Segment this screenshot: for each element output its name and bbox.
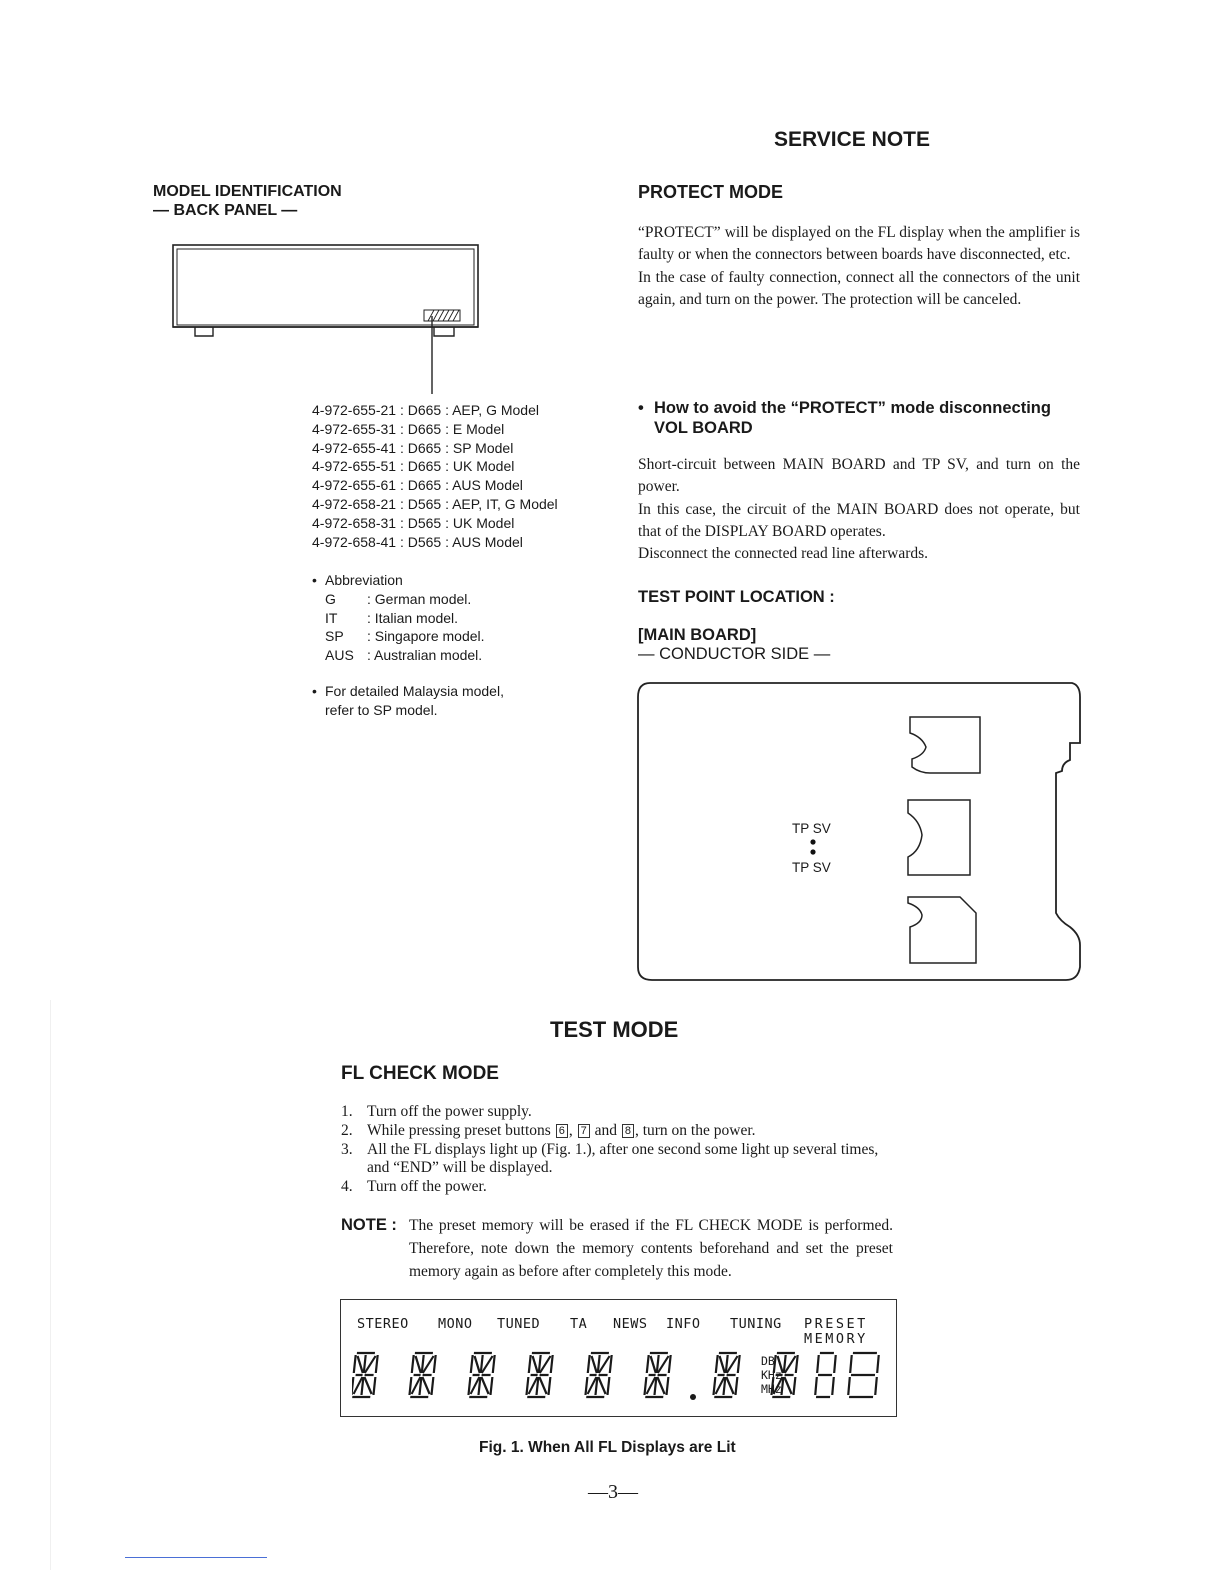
fl-digit-5 xyxy=(585,1353,612,1397)
step-list xyxy=(341,1103,901,1197)
fl-label-info: INFO xyxy=(666,1316,701,1332)
conductor-side-label: — CONDUCTOR SIDE — xyxy=(638,645,831,663)
fl-digit-2 xyxy=(409,1353,436,1397)
paragraph: Disconnect the connected read line afterwards. xyxy=(638,545,929,563)
list-item: 2. While pressing preset buttons 6 , 7 and 8 , turn on the power. xyxy=(341,1121,756,1139)
avoid-protect-body xyxy=(638,454,1080,565)
test-point-dot xyxy=(810,849,815,854)
avoid-protect-heading: • How to avoid the “PROTECT” mode disconnecting VOL BOARD xyxy=(638,399,1051,437)
fl-label-mono: MONO xyxy=(438,1316,473,1332)
back-panel-subtitle: — BACK PANEL — xyxy=(153,202,298,219)
fl-unit-khz: KHz xyxy=(761,1368,782,1382)
list-item: 4-972-658-31 : D565 : UK Model xyxy=(312,514,515,531)
fl-segment-digits xyxy=(352,1350,882,1402)
back-panel-diagram xyxy=(170,242,482,402)
list-item: 3. All the FL displays light up (Fig. 1.), after one second some light up several times, and “END” will be displayed. xyxy=(341,1140,879,1177)
scan-edge xyxy=(50,1000,51,1570)
fl-digit-1 xyxy=(352,1353,378,1397)
tp-sv-label: TP SV xyxy=(792,821,831,836)
protect-mode-title: PROTECT MODE xyxy=(638,182,784,202)
bullet-icon: • xyxy=(312,572,317,588)
fl-label-preset: PRESET xyxy=(804,1316,868,1332)
page-title: SERVICE NOTE xyxy=(774,128,930,151)
model-identification-title: MODEL IDENTIFICATION xyxy=(153,183,342,200)
preset-button-8-icon: 8 xyxy=(622,1124,634,1138)
list-item: 1. Turn off the power supply. xyxy=(341,1103,532,1120)
fl-digit-3 xyxy=(468,1353,495,1397)
abbreviation-block xyxy=(312,571,485,665)
link-underline xyxy=(125,1557,267,1558)
fl-decimal-point xyxy=(690,1394,696,1400)
main-board-heading xyxy=(638,626,830,664)
page-number: —3— xyxy=(588,1481,638,1503)
figure-caption: Fig. 1. When All FL Displays are Lit xyxy=(479,1439,736,1456)
list-item: 4-972-655-21 : D665 : AEP, G Model xyxy=(312,402,539,418)
fl-check-mode-title: FL CHECK MODE xyxy=(341,1063,499,1084)
malaysia-note: • For detailed Malaysia model, refer to SP model. xyxy=(312,683,504,718)
main-board-diagram xyxy=(630,675,1090,990)
fl-preset-digit-2 xyxy=(848,1353,879,1397)
fl-unit-mhz: MHz xyxy=(761,1382,782,1396)
model-label-plate xyxy=(424,310,460,321)
list-item: SP : Singapore model. xyxy=(325,628,485,645)
list-item: 4-972-655-41 : D665 : SP Model xyxy=(312,439,514,456)
fl-label-tuned: TUNED xyxy=(497,1316,541,1332)
fl-digit-6 xyxy=(644,1353,671,1397)
fl-label-tuning: TUNING xyxy=(730,1316,782,1332)
fl-digit-4 xyxy=(526,1353,553,1397)
list-item: 4-972-655-61 : D665 : AUS Model xyxy=(312,477,523,494)
abbreviation-title: Abbreviation xyxy=(325,572,403,588)
fl-label-memory: MEMORY xyxy=(804,1331,868,1347)
fl-label-news: NEWS xyxy=(613,1316,648,1332)
paragraph: Short-circuit between MAIN BOARD and TP SV, and turn on the power. xyxy=(638,456,1080,496)
list-item: G : German model. xyxy=(325,590,472,607)
protect-mode-body xyxy=(638,222,1080,311)
list-item: 4-972-658-21 : D565 : AEP, IT, G Model xyxy=(312,495,558,512)
fl-label-stereo: STEREO xyxy=(357,1316,409,1332)
preset-button-6-icon: 6 xyxy=(556,1124,568,1138)
fl-label-ta: TA xyxy=(570,1316,588,1332)
fl-unit-db: DB xyxy=(761,1354,775,1368)
test-point-location-title: TEST POINT LOCATION : xyxy=(638,588,835,606)
section-title: TEST MODE xyxy=(550,1017,679,1042)
fl-digit-7 xyxy=(713,1353,740,1397)
list-item: AUS : Australian model. xyxy=(325,647,483,664)
list-item: 4. Turn off the power. xyxy=(341,1178,487,1196)
list-item: 4-972-658-41 : D565 : AUS Model xyxy=(312,533,523,550)
main-board-label: [MAIN BOARD] xyxy=(638,626,757,644)
list-item: IT : Italian model. xyxy=(325,609,459,626)
tp-sv-label: TP SV xyxy=(792,860,831,875)
note-label: NOTE : xyxy=(341,1216,397,1234)
paragraph: In this case, the circuit of the MAIN BOARD does not operate, but that of the DISPLAY BOARD operates. xyxy=(638,500,1080,540)
paragraph: In the case of faulty connection, connect all the connectors of the unit again, and turn on the power. The protection will be canceled. xyxy=(638,268,1080,308)
note-text: The preset memory will be erased if the FL CHECK MODE is performed. Therefore, note down the memory contents beforehand and set the preset memory again as before after completely this mode. xyxy=(409,1217,893,1280)
preset-button-7-icon: 7 xyxy=(578,1124,590,1138)
fl-preset-digit-1 xyxy=(815,1353,836,1397)
bullet-icon: • xyxy=(638,399,644,417)
model-list xyxy=(312,401,558,551)
fl-digit-8 xyxy=(771,1353,798,1397)
bullet-icon: • xyxy=(312,683,317,699)
model-identification-heading xyxy=(153,182,342,220)
list-item: 4-972-655-51 : D665 : UK Model xyxy=(312,458,515,475)
test-point-dot xyxy=(810,839,815,844)
list-item: 4-972-655-31 : D665 : E Model xyxy=(312,420,505,437)
note-block xyxy=(341,1214,893,1283)
paragraph: “PROTECT” will be displayed on the FL display when the amplifier is faulty or when the connectors between boards have disconnected, etc. xyxy=(638,224,1080,264)
